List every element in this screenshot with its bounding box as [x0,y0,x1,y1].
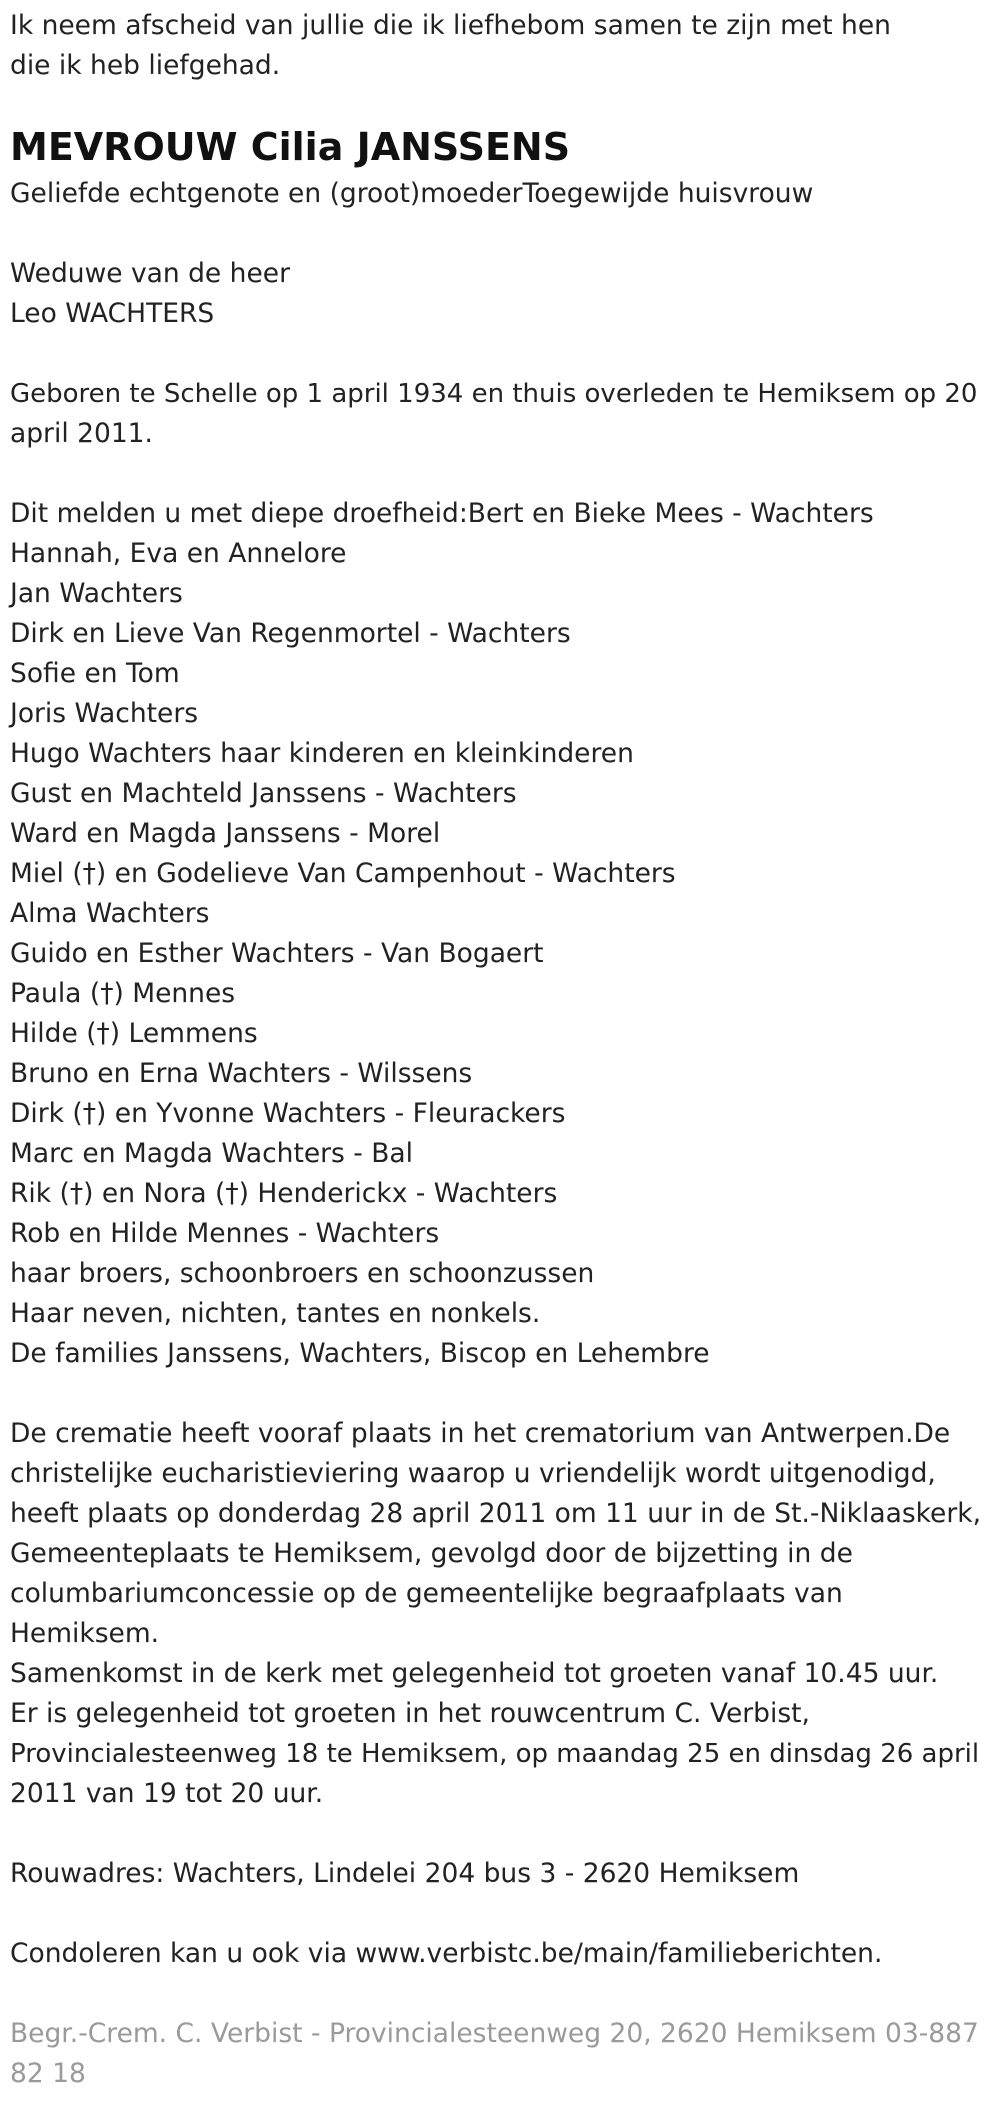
family-line: Haar neven, nichten, tantes en nonkels. [10,1298,541,1329]
family-line: Rob en Hilde Mennes - Wachters [10,1218,440,1249]
condolence-line: Condoleren kan u ook via www.verbistc.be/main/familieberichten. [10,1938,883,1969]
deceased-name: MEVROUW Cilia JANSSENS [10,125,571,169]
widow-line: Leo WACHTERS [10,298,215,329]
ceremony-line: Er is gelegenheid tot groeten in het rouwcentrum C. Verbist, [10,1698,810,1729]
family-line: Hilde (†) Lemmens [10,1018,258,1049]
birth-death-line: Geboren te Schelle op 1 april 1934 en thuis overleden te Hemiksem op 20 [10,379,978,409]
ceremony-line: columbariumconcessie op de gemeentelijke begraafplaats van [10,1578,843,1609]
subtitle-line: Geliefde echtgenote en (groot)moederToegewijde huisvrouw [10,178,814,209]
ceremony-line: 2011 van 19 tot 20 uur. [10,1778,324,1809]
family-line: Marc en Magda Wachters - Bal [10,1138,414,1169]
ceremony-line: Hemiksem. [10,1618,160,1649]
family-line: Joris Wachters [10,698,199,729]
ceremony-line: christelijke eucharistieviering waarop u vriendelijk wordt uitgenodigd, [10,1458,936,1489]
family-line: Gust en Machteld Janssens - Wachters [10,778,517,809]
intro-line: die ik heb liefgehad. [10,50,281,81]
ceremony-line: Gemeenteplaats te Hemiksem, gevolgd door de bijzetting in de [10,1538,853,1569]
family-line: Hugo Wachters haar kinderen en kleinkinderen [10,738,634,769]
mourning-address: Rouwadres: Wachters, Lindelei 204 bus 3 - 2620 Hemiksem [10,1858,800,1889]
family-line: Hannah, Eva en Annelore [10,538,347,569]
funeral-home-footer: Begr.-Crem. C. Verbist - Provincialesteenweg 20, 2620 Hemiksem 03-887 [10,2018,979,2049]
family-line: Alma Wachters [10,898,210,929]
ceremony-line: Samenkomst in de kerk met gelegenheid tot groeten vanaf 10.45 uur. [10,1658,939,1689]
family-line: Dirk (†) en Yvonne Wachters - Fleurackers [10,1098,566,1129]
intro-line: Ik neem afscheid van jullie die ik liefhebom samen te zijn met hen [10,10,891,41]
family-line: Dit melden u met diepe droefheid:Bert en Bieke Mees - Wachters [10,498,874,529]
widow-line: Weduwe van de heer [10,258,290,289]
family-line: Bruno en Erna Wachters - Wilssens [10,1058,473,1089]
ceremony-line: Provincialesteenweg 18 te Hemiksem, op maandag 25 en dinsdag 26 april [10,1739,980,1769]
funeral-home-footer: 82 18 [10,2058,86,2089]
family-line: Miel (†) en Godelieve Van Campenhout - Wachters [10,858,676,889]
family-line: Ward en Magda Janssens - Morel [10,818,441,849]
family-line: Rik (†) en Nora (†) Henderickx - Wachters [10,1178,558,1209]
family-line: Paula (†) Mennes [10,978,236,1009]
family-line: Sofie en Tom [10,658,180,689]
family-line: Jan Wachters [10,578,183,609]
ceremony-line: heeft plaats op donderdag 28 april 2011 om 11 uur in de St.-Niklaaskerk, [10,1498,982,1529]
ceremony-line: De crematie heeft vooraf plaats in het crematorium van Antwerpen.De [10,1418,951,1449]
family-line: Dirk en Lieve Van Regenmortel - Wachters [10,618,571,649]
birth-death-line: april 2011. [10,418,153,449]
family-line: De families Janssens, Wachters, Biscop en Lehembre [10,1338,710,1369]
family-line: haar broers, schoonbroers en schoonzussen [10,1258,595,1289]
family-line: Guido en Esther Wachters - Van Bogaert [10,938,544,969]
